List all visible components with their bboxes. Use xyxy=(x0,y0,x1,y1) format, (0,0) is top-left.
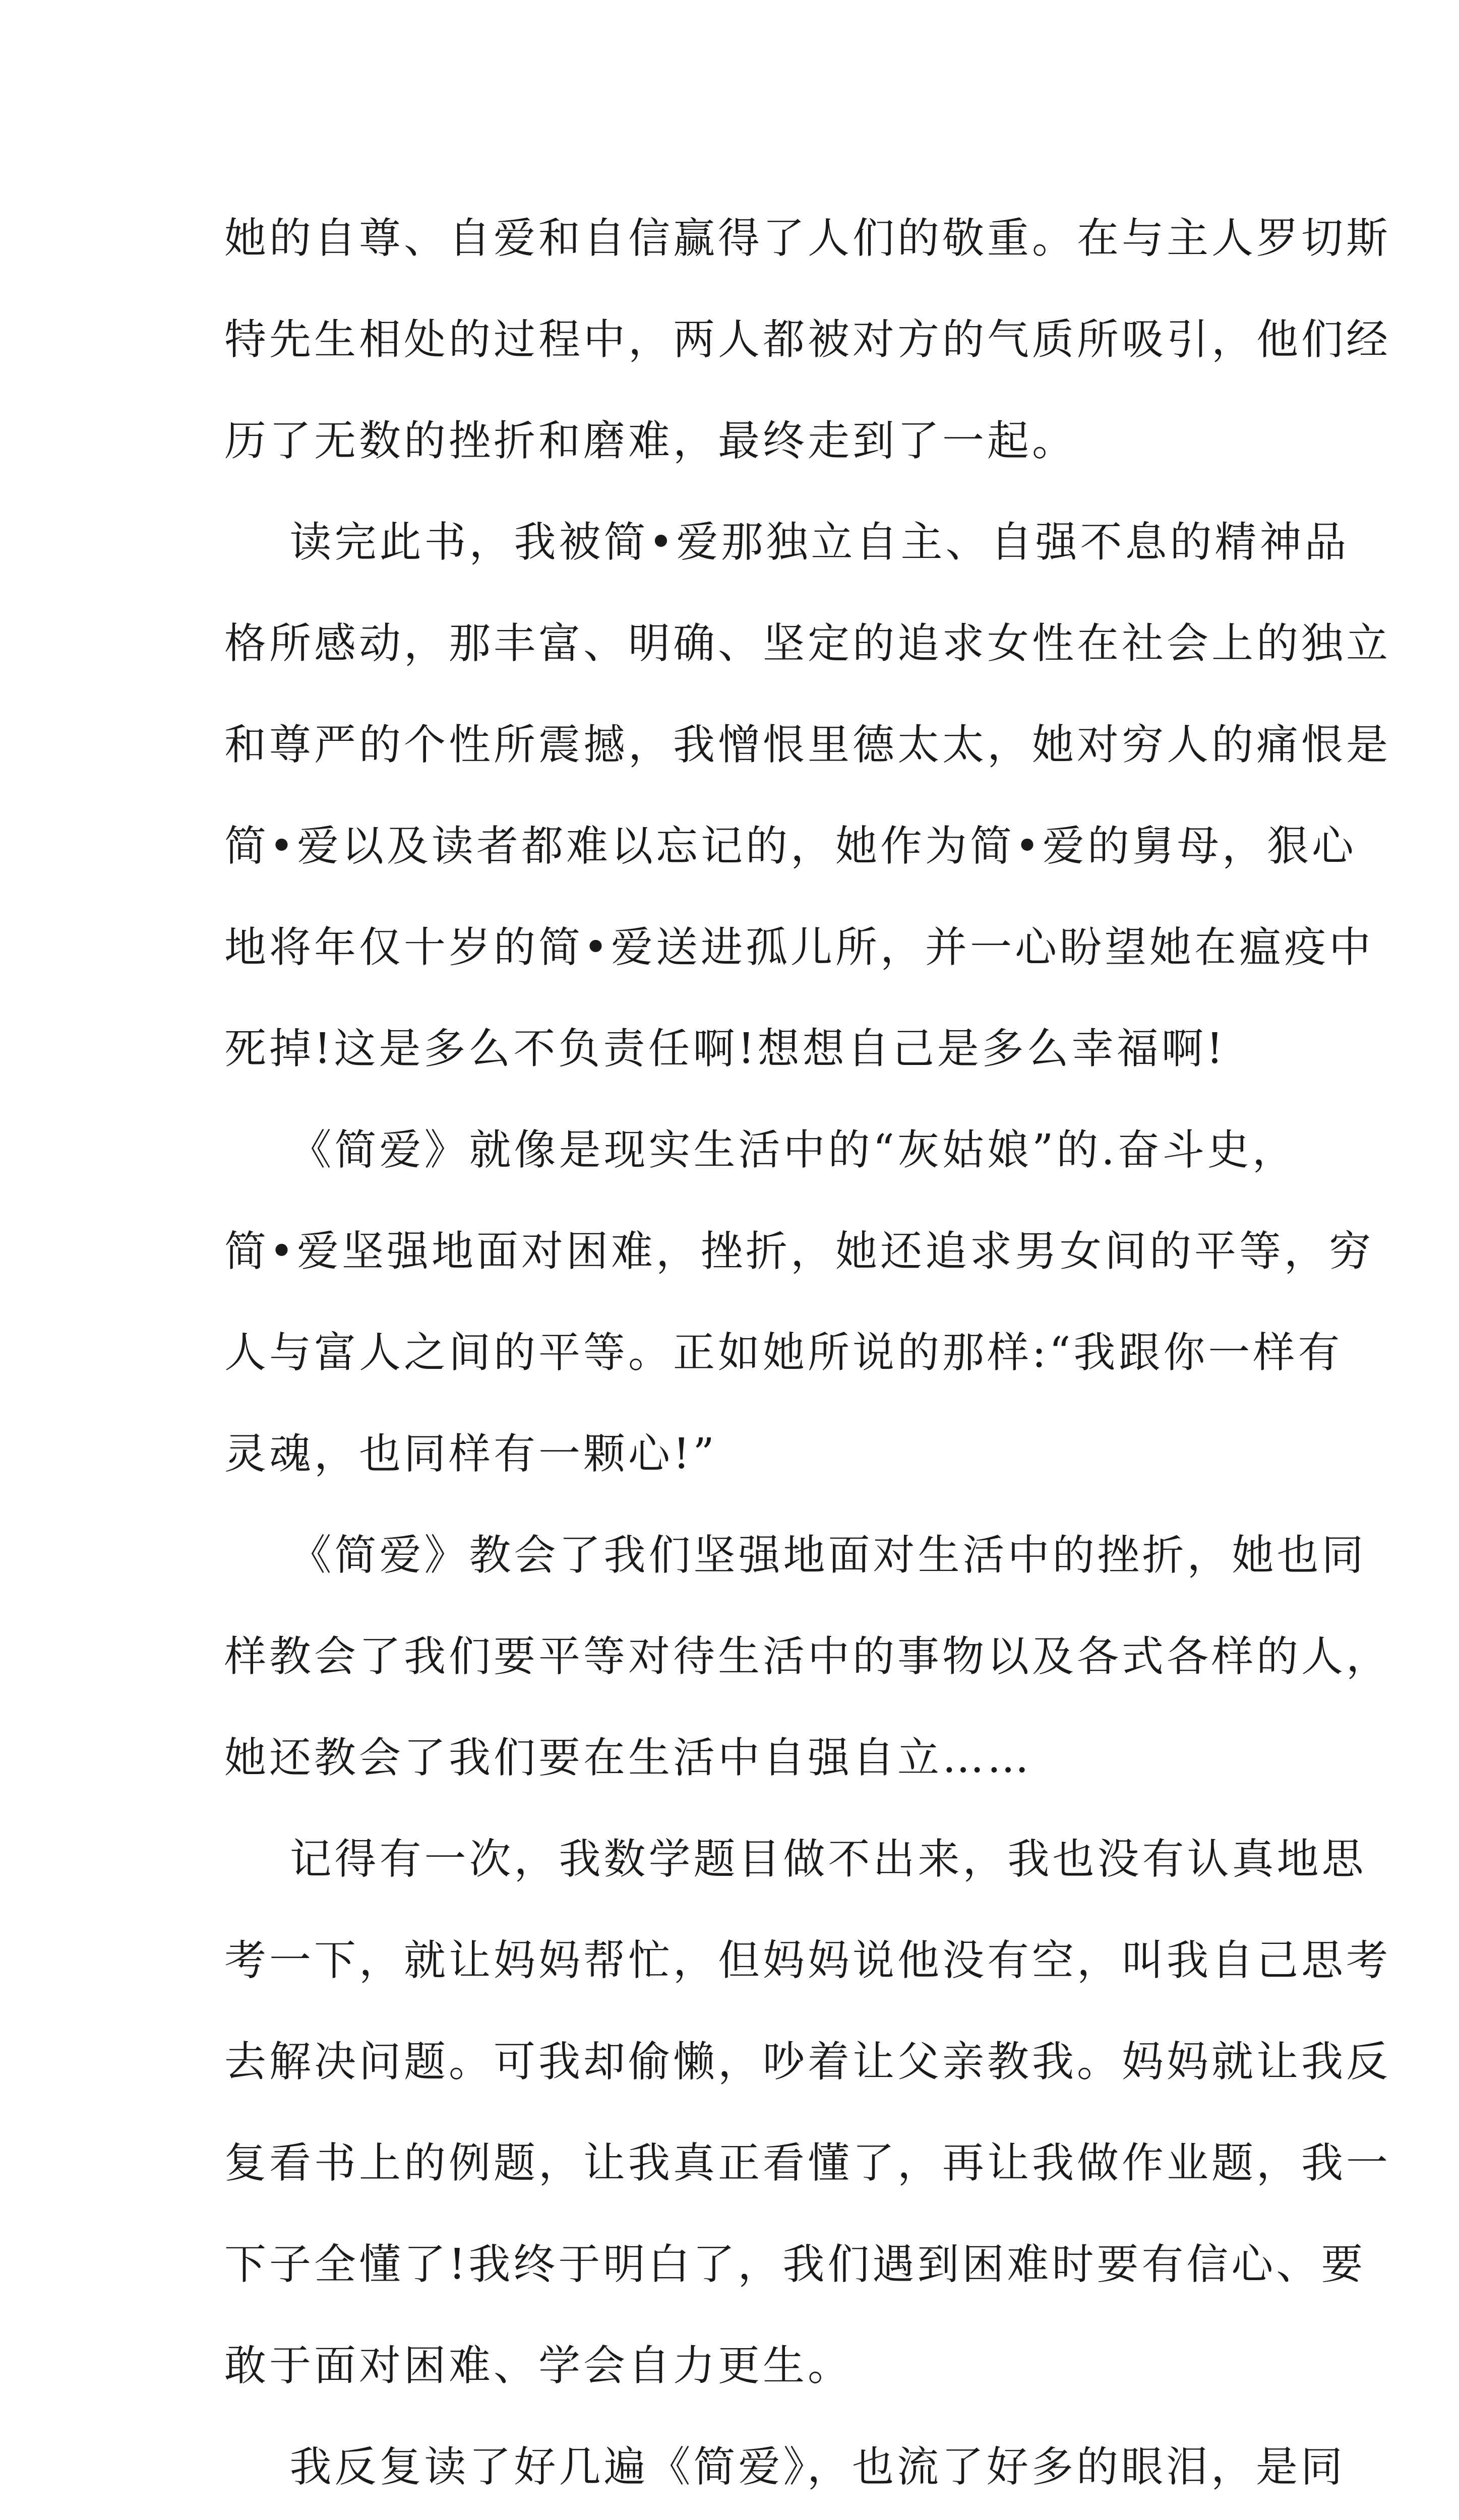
text-line: 复看书上的例题，让我真正看懂了，再让我做作业题，我一 xyxy=(224,2138,1391,2187)
text-line: 她还教会了我们要在生活中自强自立…… xyxy=(224,1733,1032,1782)
text-line: 历了无数的挫折和磨难，最终走到了一起。 xyxy=(224,416,1077,465)
text-line: 读完此书，我被简•爱那独立自主、自强不息的精神品 xyxy=(224,518,1350,566)
text-line: 考一下，就让妈妈帮忙，但妈妈说他没有空，叫我自己思考 xyxy=(224,1936,1391,1985)
text-line: 样教会了我们要平等对待生活中的事物以及各式各样的人， xyxy=(224,1632,1391,1681)
text-line: 格所感动，那丰富、明确、坚定的追求女性在社会上的独立 xyxy=(224,619,1391,668)
text-line: 去解决问题。可我却偷懒，吵着让父亲教我。妈妈就让我反 xyxy=(224,2037,1391,2086)
text-line: 特先生相处的过程中，两人都被对方的气质所吸引，他们经 xyxy=(224,315,1391,364)
text-line: 和尊严的个性所震撼，我憎恨里德太太，她对穷人的痛恨是 xyxy=(224,720,1391,769)
text-line: 灵魂，也同样有一颗心!” xyxy=(224,1429,717,1478)
text-line: 《简爱》教会了我们坚强地面对生活中的挫折，她也同 xyxy=(224,1531,1367,1580)
body-text xyxy=(224,187,1391,2520)
text-line: 我反复读了好几遍《简爱》，也流了好多的眼泪，是同 xyxy=(224,2442,1346,2491)
text-line: 简•爱坚强地面对困难，挫折，她还追求男女间的平等，穷 xyxy=(224,1227,1374,1276)
text-line: 《简爱》就像是现实生活中的“灰姑娘”的.奋斗史， xyxy=(224,1125,1297,1174)
text-line: 死掉!这是多么不负责任啊!想想自己是多么幸福啊! xyxy=(224,1024,1227,1073)
text-line: 人与富人之间的平等。正如她所说的那样:“我跟你一样有 xyxy=(224,1328,1343,1377)
text-line: 记得有一次，我数学题目做不出来，我也没有认真地思 xyxy=(224,1835,1367,1883)
text-line: 下子全懂了!我终于明白了，我们遇到困难时要有信心、要 xyxy=(224,2240,1366,2289)
text-line: 她的自尊、自爱和自信赢得了人们的敬重。在与主人罗切斯 xyxy=(224,214,1391,263)
text-line: 地将年仅十岁的简•爱送进孤儿所，并一心盼望她在瘟疫中 xyxy=(224,923,1374,972)
text-line: 简•爱以及读者都难以忘记的，她作为简•爱的舅母，狠心 xyxy=(224,822,1357,870)
text-line: 敢于面对困难、学会自力更生。 xyxy=(224,2341,853,2390)
text-line xyxy=(224,2517,1253,2520)
